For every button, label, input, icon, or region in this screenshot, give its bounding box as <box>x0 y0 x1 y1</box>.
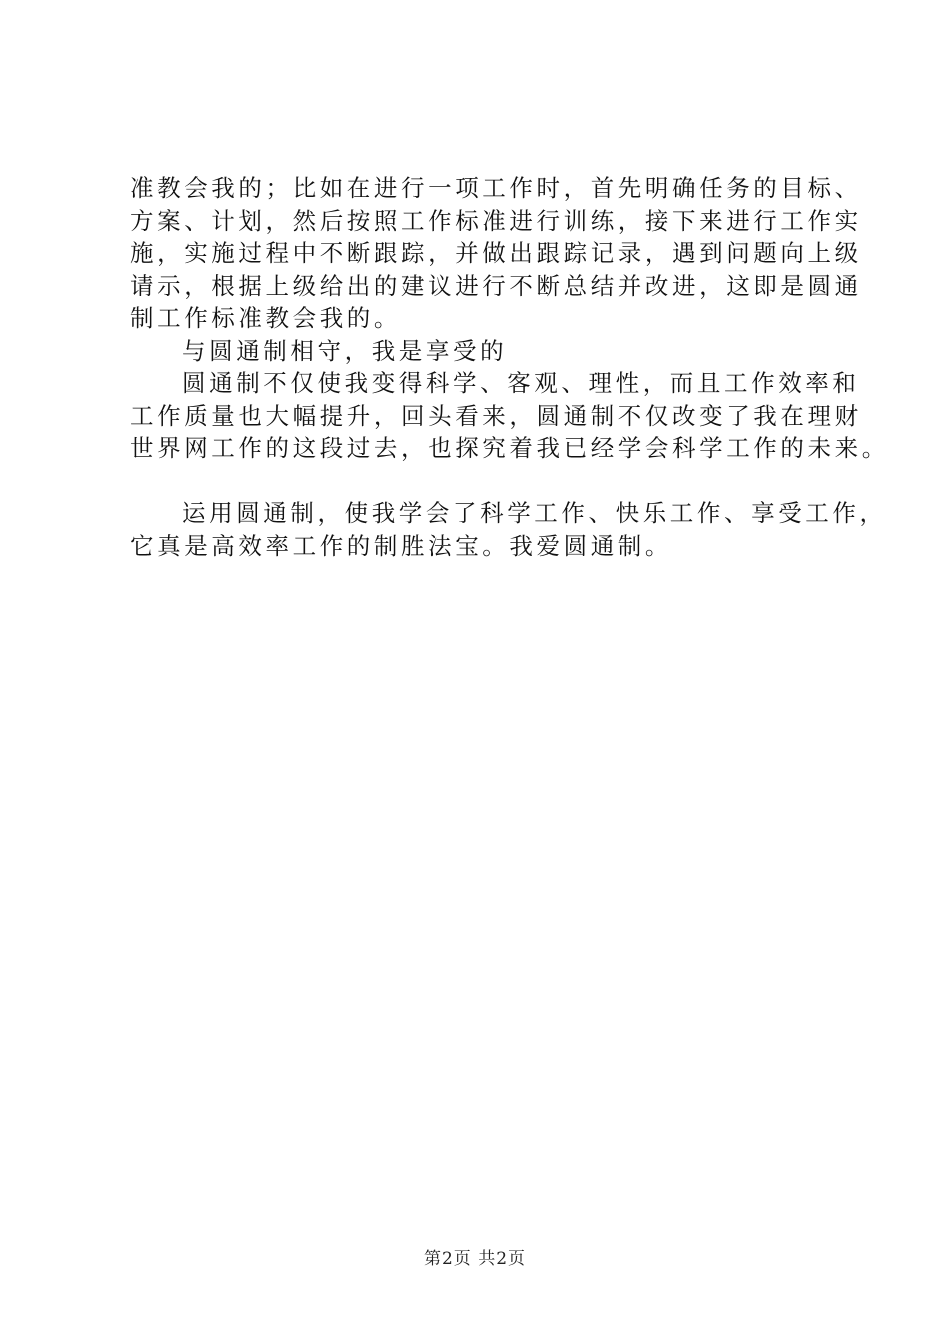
paragraph-line: 请示，根据上级给出的建议进行不断总结并改进，这即是圆通 <box>130 271 862 300</box>
paragraph-line: 它真是高效率工作的制胜法宝。我爱圆通制。 <box>130 531 672 560</box>
section-heading: 与圆通制相守，我是享受的 <box>182 336 508 365</box>
paragraph-line: 运用圆通制，使我学会了科学工作、快乐工作、享受工作， <box>182 499 887 527</box>
paragraph-line: 工作质量也大幅提升，回头看来，圆通制不仅改变了我在理财 <box>130 401 862 430</box>
paragraph-line: 制工作标准教会我的。 <box>130 304 401 332</box>
page-footer: 第2页 共2页 <box>423 1249 527 1269</box>
paragraph-gap <box>130 465 860 498</box>
paragraph-line: 世界网工作的这段过去，也探究着我已经学会科学工作的未来。 <box>130 434 889 462</box>
paragraph-line: 准教会我的；比如在进行一项工作时，首先明确任务的目标、 <box>130 174 862 202</box>
paragraph-line: 方案、计划，然后按照工作标准进行训练，接下来进行工作实 <box>130 206 862 235</box>
paragraph-line: 施，实施过程中不断跟踪，并做出跟踪记录，遇到问题向上级 <box>130 239 862 267</box>
paragraph-line: 圆通制不仅使我变得科学、客观、理性，而且工作效率和 <box>182 369 860 397</box>
document-body <box>130 172 889 562</box>
